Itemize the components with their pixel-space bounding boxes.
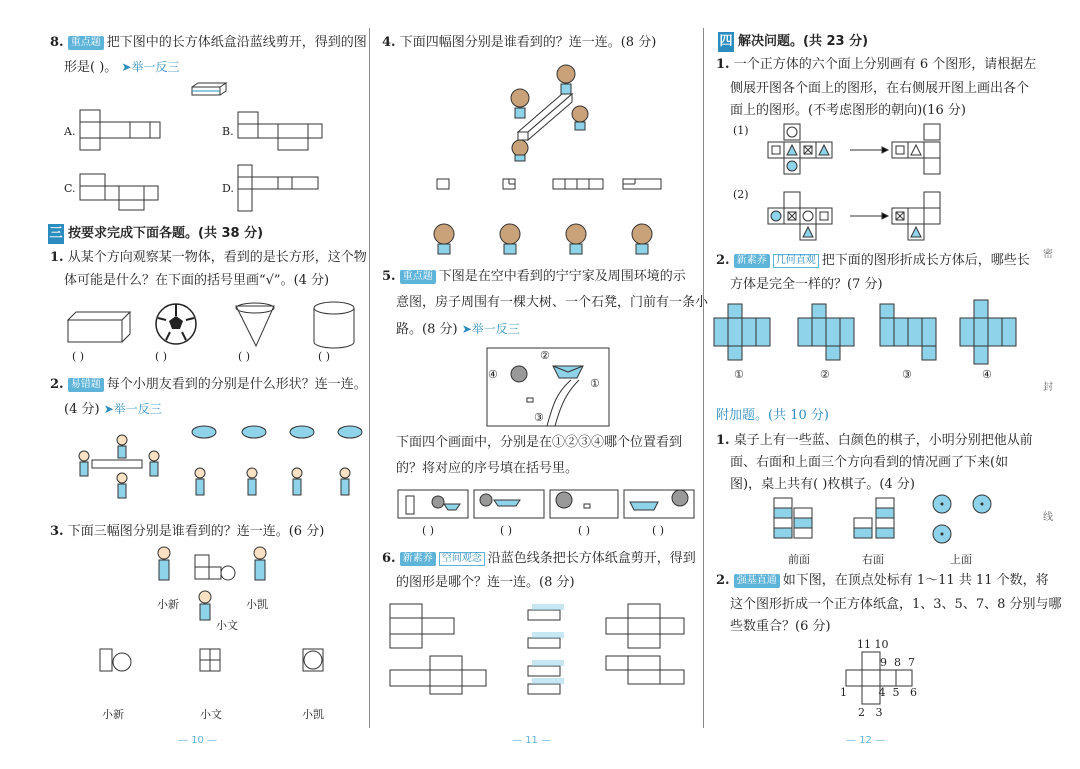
- cuboid-nets: [712, 298, 1022, 368]
- mark-2: ②: [540, 349, 550, 362]
- net-mark-4: ④: [982, 368, 992, 381]
- name-xiaowen: 小文: [216, 619, 238, 632]
- p11-q6-line1: 6. 新素养 空间观念 沿蓝色线条把长方体纸盒剪开，得到: [382, 551, 696, 566]
- mark-4: ④: [488, 368, 498, 381]
- kids-around-block: [500, 60, 600, 160]
- section-4-title: 四 解决问题。(共 23 分): [718, 32, 868, 52]
- solid-shapes: [66, 300, 366, 352]
- divider-2: [703, 28, 704, 728]
- e1-line1: 1. 桌子上有一些蓝、白颜色的棋子，小明分别把他从前: [716, 433, 1033, 448]
- new-literacy-tag: 新素养: [400, 552, 436, 566]
- bottom-name-1: 小新: [102, 708, 124, 721]
- opt-d: D.: [222, 182, 234, 195]
- label-1: (1): [733, 124, 749, 137]
- extra-title: 附加题。(共 10 分): [716, 408, 829, 423]
- p10-q1-line1: 1. 从某个方向观察某一物体，看到的是长方形，这个物: [50, 250, 367, 265]
- net-b: [238, 112, 328, 152]
- q8-line2: 形是( )。 ➤举一反三: [64, 60, 180, 75]
- practice-link-2[interactable]: ➤举一反三: [103, 402, 162, 416]
- p10-q2-line2: (4 分) ➤举一反三: [64, 402, 162, 417]
- net-mark-1: ①: [734, 368, 744, 381]
- blank-2[interactable]: ( ): [155, 350, 168, 363]
- error-tag: 易错题: [68, 378, 104, 392]
- p12-q1-line2: 侧展开图各个面上的图形，在右侧展开图上画出各个: [730, 81, 1030, 96]
- blank-1[interactable]: ( ): [72, 350, 85, 363]
- divider-1: [369, 28, 370, 728]
- bottom-name-3: 小凯: [302, 708, 324, 721]
- p11-q5-line2: 意图，房子周围有一棵大树、一个石凳，门前有一条小: [396, 295, 709, 310]
- name-xiaoxin: 小新: [157, 598, 179, 611]
- p11-q5-line3: 路。(8 分) ➤举一反三: [396, 322, 520, 337]
- p11-q6-line2: 的图形是哪个？连一连。(8 分): [396, 575, 575, 590]
- opt-a: A.: [64, 125, 76, 138]
- practice-link-3[interactable]: ➤举一反三: [461, 322, 520, 336]
- p11-q5-line5: 的？将对应的序号填在括号里。: [396, 461, 579, 476]
- net-d: [238, 165, 328, 215]
- key-tag: 重点题: [68, 36, 104, 50]
- mark-1: ①: [590, 377, 600, 390]
- four-kids: [430, 222, 660, 256]
- vertex-labels-mid: 9 8 7: [880, 656, 915, 669]
- p12-q1-line3: 面上的图形。(不考虑图形的朝向)(16 分): [730, 103, 966, 118]
- view-drawings: [100, 645, 340, 675]
- net-c: [80, 172, 170, 212]
- net-mark-2: ②: [820, 368, 830, 381]
- practice-link[interactable]: ➤举一反三: [121, 60, 180, 74]
- name-xiaokai: 小凯: [246, 598, 268, 611]
- page-number-10: — 10 —: [178, 735, 218, 746]
- vertex-labels-bottom: 2 3: [858, 706, 883, 719]
- e1-line2: 面、右面和上面三个方向看到的情况画了下来(如: [730, 455, 1009, 470]
- spatial-tag: 空间观念: [439, 552, 485, 566]
- margin-char-3: 线: [1043, 512, 1053, 523]
- e2-line2: 这个图形折成一个正方体纸盒，1、3、5、7、8 分别与哪: [730, 597, 1062, 612]
- mark-3: ③: [534, 411, 544, 424]
- e2-line3: 些数重合？(6 分): [730, 619, 831, 634]
- p12-q1-line1: 1. 一个正方体的六个面上分别画有 6 个图形，请根据左: [716, 57, 1037, 72]
- page-number-12: — 12 —: [846, 735, 886, 746]
- scene-blank-2[interactable]: ( ): [500, 524, 513, 537]
- e2-line1: 2. 强基直通 如下图，在顶点处标有 1～11 共 11 个数，将: [716, 573, 1049, 588]
- p10-q2-line1: 2. 易错题 每个小朋友看到的分别是什么形状？连一连。: [50, 377, 367, 392]
- page-number-11: — 11 —: [512, 735, 552, 746]
- net-mark-3: ③: [902, 368, 912, 381]
- margin-char-2: 封: [1043, 382, 1053, 393]
- scene-blank-4[interactable]: ( ): [652, 524, 665, 537]
- box-illustration: [190, 82, 230, 98]
- bottom-name-2: 小文: [200, 708, 222, 721]
- chess-views: [770, 494, 980, 550]
- p12-q2-line1: 2. 新素养 几何直观 把下面的图形折成长方体后，哪些长: [716, 253, 1030, 268]
- strong-basis-tag: 强基直通: [734, 574, 780, 588]
- p10-q1-line2: 体可能是什么？在下面的括号里画“√”。(4 分): [64, 273, 330, 288]
- view-top: 上面: [950, 553, 972, 566]
- view-right: 右面: [862, 553, 884, 566]
- p11-q4-line1: 4. 下面四幅图分别是谁看到的？连一连。(8 分): [382, 35, 657, 50]
- p11-q5-line4: 下面四个画面中，分别是在①②③④哪个位置看到: [396, 435, 683, 450]
- opt-c: C.: [64, 182, 76, 195]
- geometry-tag: 几何直观: [773, 254, 819, 268]
- four-views: [435, 177, 665, 191]
- scene-blank-1[interactable]: ( ): [422, 524, 435, 537]
- section-3-title: 三 按要求完成下面各题。(共 38 分): [48, 224, 263, 244]
- new-literacy-tag-2: 新素养: [734, 254, 770, 268]
- vertex-labels-low: 1 4 5 6: [840, 686, 917, 699]
- three-kids-with-blocks: [150, 545, 280, 625]
- margin-char-1: 密: [1043, 249, 1053, 260]
- nets-and-boxes: [388, 600, 688, 695]
- e1-line3: 图)，桌上共有( )枚棋子。(4 分): [730, 477, 915, 492]
- opt-b: B.: [222, 125, 234, 138]
- scene-blank-3[interactable]: ( ): [578, 524, 591, 537]
- blank-3[interactable]: ( ): [238, 350, 251, 363]
- key-tag-2: 重点题: [400, 270, 436, 284]
- net-a: [80, 110, 170, 150]
- four-scenes: [398, 490, 696, 520]
- view-front: 前面: [788, 553, 810, 566]
- vertex-labels-top: 11 10: [857, 638, 889, 651]
- p10-q3-line1: 3. 下面三幅图分别是谁看到的？连一连。(6 分): [50, 524, 325, 539]
- p11-q5-line1: 5. 重点题 下图是在空中看到的宁宁家及周围环境的示: [382, 269, 686, 284]
- p12-q2-line2: 方体是完全一样的？(7 分): [730, 277, 883, 292]
- children-around-table: [72, 418, 372, 518]
- blank-4[interactable]: ( ): [318, 350, 331, 363]
- label-2: (2): [733, 188, 749, 201]
- cube-nets: [764, 122, 964, 246]
- q8-line1: 8. 重点题 把下图中的长方体纸盒沿蓝线剪开，得到的图: [50, 35, 367, 50]
